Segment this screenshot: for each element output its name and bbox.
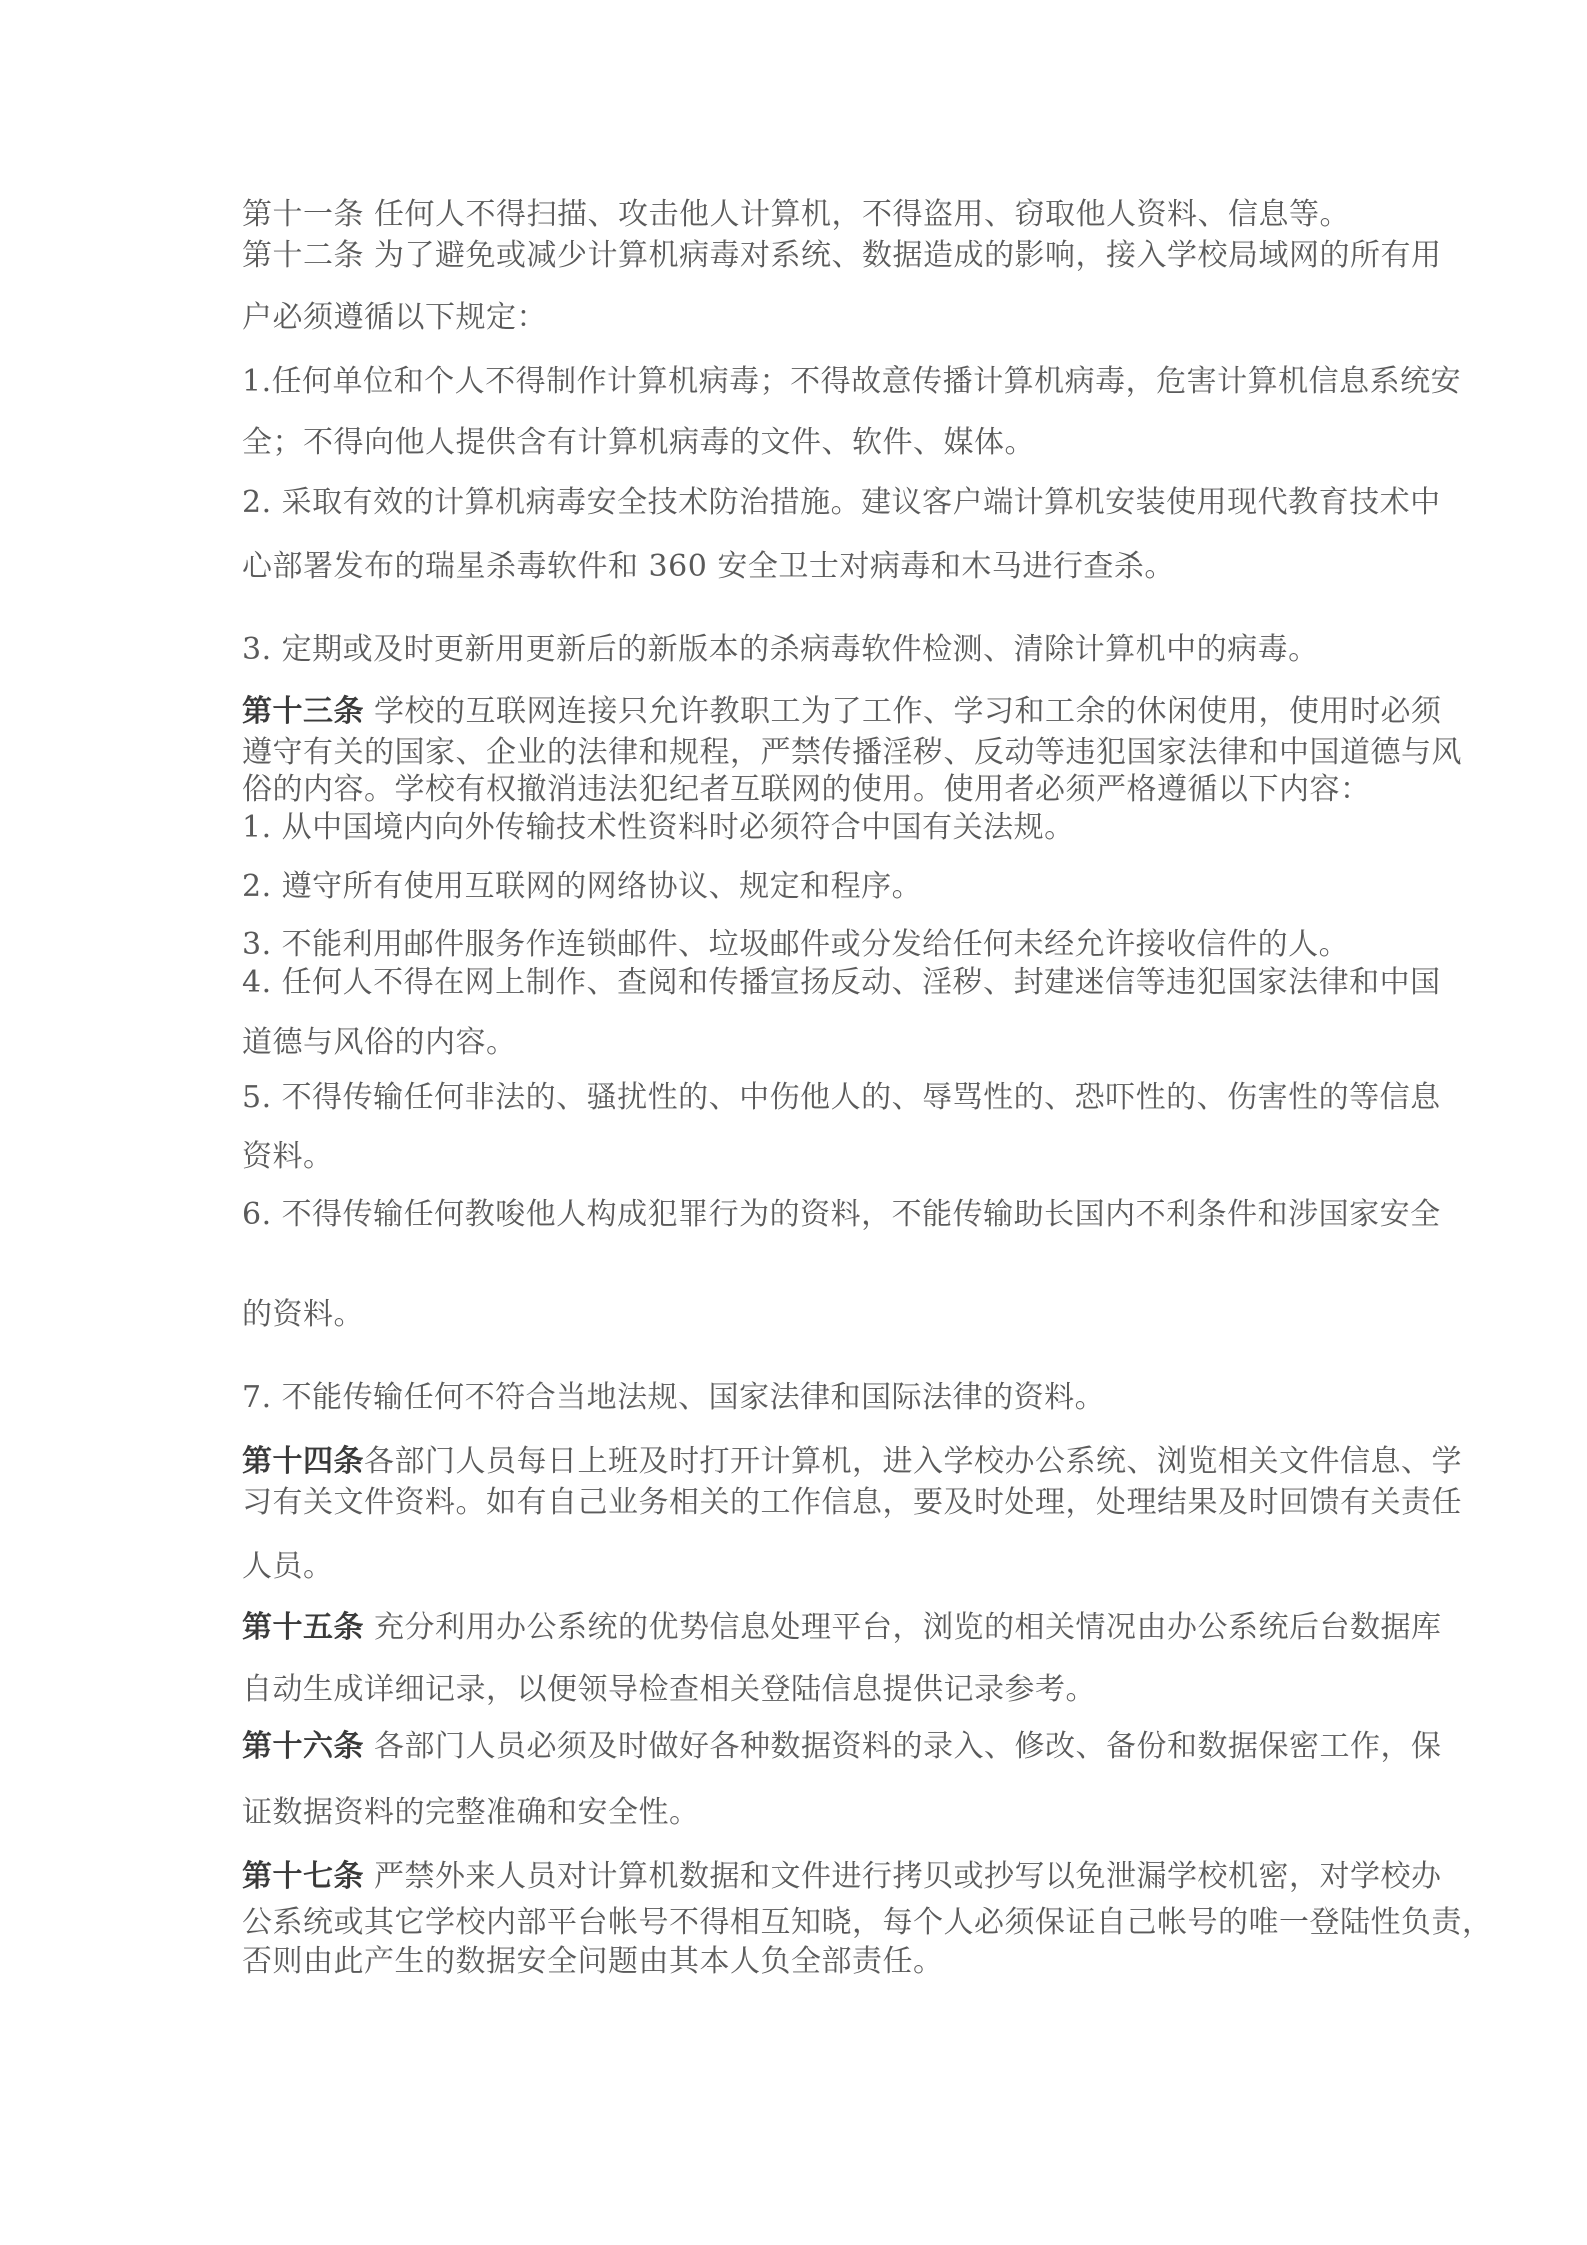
article-text: 充分利用办公系统的优势信息处理平台，浏览的相关情况由办公系统后台数据库 [364,1610,1442,1645]
article-label: 第十五条 [242,1610,364,1645]
article-11 [242,197,1350,233]
article-label: 第十二条 [242,238,364,273]
article-17 [242,1859,1442,1895]
list-item: 5. 不得传输任何非法的、骚扰性的、中伤他人的、辱骂性的、恐吓性的、伤害性的等信息 [242,1080,1441,1115]
article-label: 第十一条 [242,197,364,232]
article-12 [242,238,1442,274]
article-13 [242,694,1442,730]
list-item: 2. 采取有效的计算机病毒安全技术防治措施。建议客户端计算机安装使用现代教育技术中 [242,485,1441,520]
list-item: 4. 任何人不得在网上制作、查阅和传播宣扬反动、淫秽、封建迷信等违犯国家法律和中国 [242,965,1441,1000]
article-label: 第十七条 [242,1859,364,1894]
text-line: 俗的内容。学校有权撤消违法犯纪者互联网的使用。使用者必须严格遵循以下内容： [242,772,1371,807]
article-label: 第十六条 [242,1729,364,1764]
article-label: 第十四条 [242,1444,364,1479]
article-text: 学校的互联网连接只允许教职工为了工作、学习和工余的休闲使用，使用时必须 [364,694,1442,729]
list-item: 全；不得向他人提供含有计算机病毒的文件、软件、媒体。 [242,425,1035,460]
list-item: 的资料。 [242,1297,364,1332]
list-item: 3. 定期或及时更新用更新后的新版本的杀病毒软件检测、清除计算机中的病毒。 [242,632,1319,667]
list-item: 心部署发布的瑞星杀毒软件和 360 安全卫士对病毒和木马进行查杀。 [242,549,1175,584]
text-line: 证数据资料的完整准确和安全性。 [242,1795,700,1830]
article-text: 为了避免或减少计算机病毒对系统、数据造成的影响，接入学校局域网的所有用 [364,238,1442,273]
list-item: 1. 从中国境内向外传输技术性资料时必须符合中国有关法规。 [242,810,1075,845]
list-item: 7. 不能传输任何不符合当地法规、国家法律和国际法律的资料。 [242,1380,1106,1415]
article-text: 严禁外来人员对计算机数据和文件进行拷贝或抄写以免泄漏学校机密，对学校办 [364,1859,1442,1894]
article-text: 各部门人员必须及时做好各种数据资料的录入、修改、备份和数据保密工作，保 [364,1729,1442,1764]
text-line: 遵守有关的国家、企业的法律和规程，严禁传播淫秽、反动等违犯国家法律和中国道德与风 [242,735,1462,770]
list-item: 1.任何单位和个人不得制作计算机病毒；不得故意传播计算机病毒，危害计算机信息系统安 [242,364,1462,399]
article-text: 任何人不得扫描、攻击他人计算机，不得盗用、窃取他人资料、信息等。 [364,197,1351,232]
list-item: 2. 遵守所有使用互联网的网络协议、规定和程序。 [242,869,923,904]
list-item: 道德与风俗的内容。 [242,1025,517,1060]
text-line: 否则由此产生的数据安全问题由其本人负全部责任。 [242,1944,944,1979]
text-line: 人员。 [242,1549,334,1584]
article-15 [242,1610,1442,1646]
article-14 [242,1444,1462,1480]
list-item: 资料。 [242,1139,334,1174]
text-line: 习有关文件资料。如有自己业务相关的工作信息，要及时处理，处理结果及时回馈有关责任 [242,1485,1462,1520]
list-item: 3. 不能利用邮件服务作连锁邮件、垃圾邮件或分发给任何未经允许接收信件的人。 [242,927,1350,962]
text-line: 户必须遵循以下规定： [242,300,547,335]
article-16 [242,1729,1442,1765]
text-line: 自动生成详细记录，以便领导检查相关登陆信息提供记录参考。 [242,1672,1096,1707]
text-line: 公系统或其它学校内部平台帐号不得相互知晓，每个人必须保证自己帐号的唯一登陆性负责， [242,1905,1493,1940]
list-item: 6. 不得传输任何教唆他人构成犯罪行为的资料，不能传输助长国内不利条件和涉国家安全 [242,1197,1441,1232]
article-text: 各部门人员每日上班及时打开计算机，进入学校办公系统、浏览相关文件信息、学 [364,1444,1462,1479]
article-label: 第十三条 [242,694,364,729]
